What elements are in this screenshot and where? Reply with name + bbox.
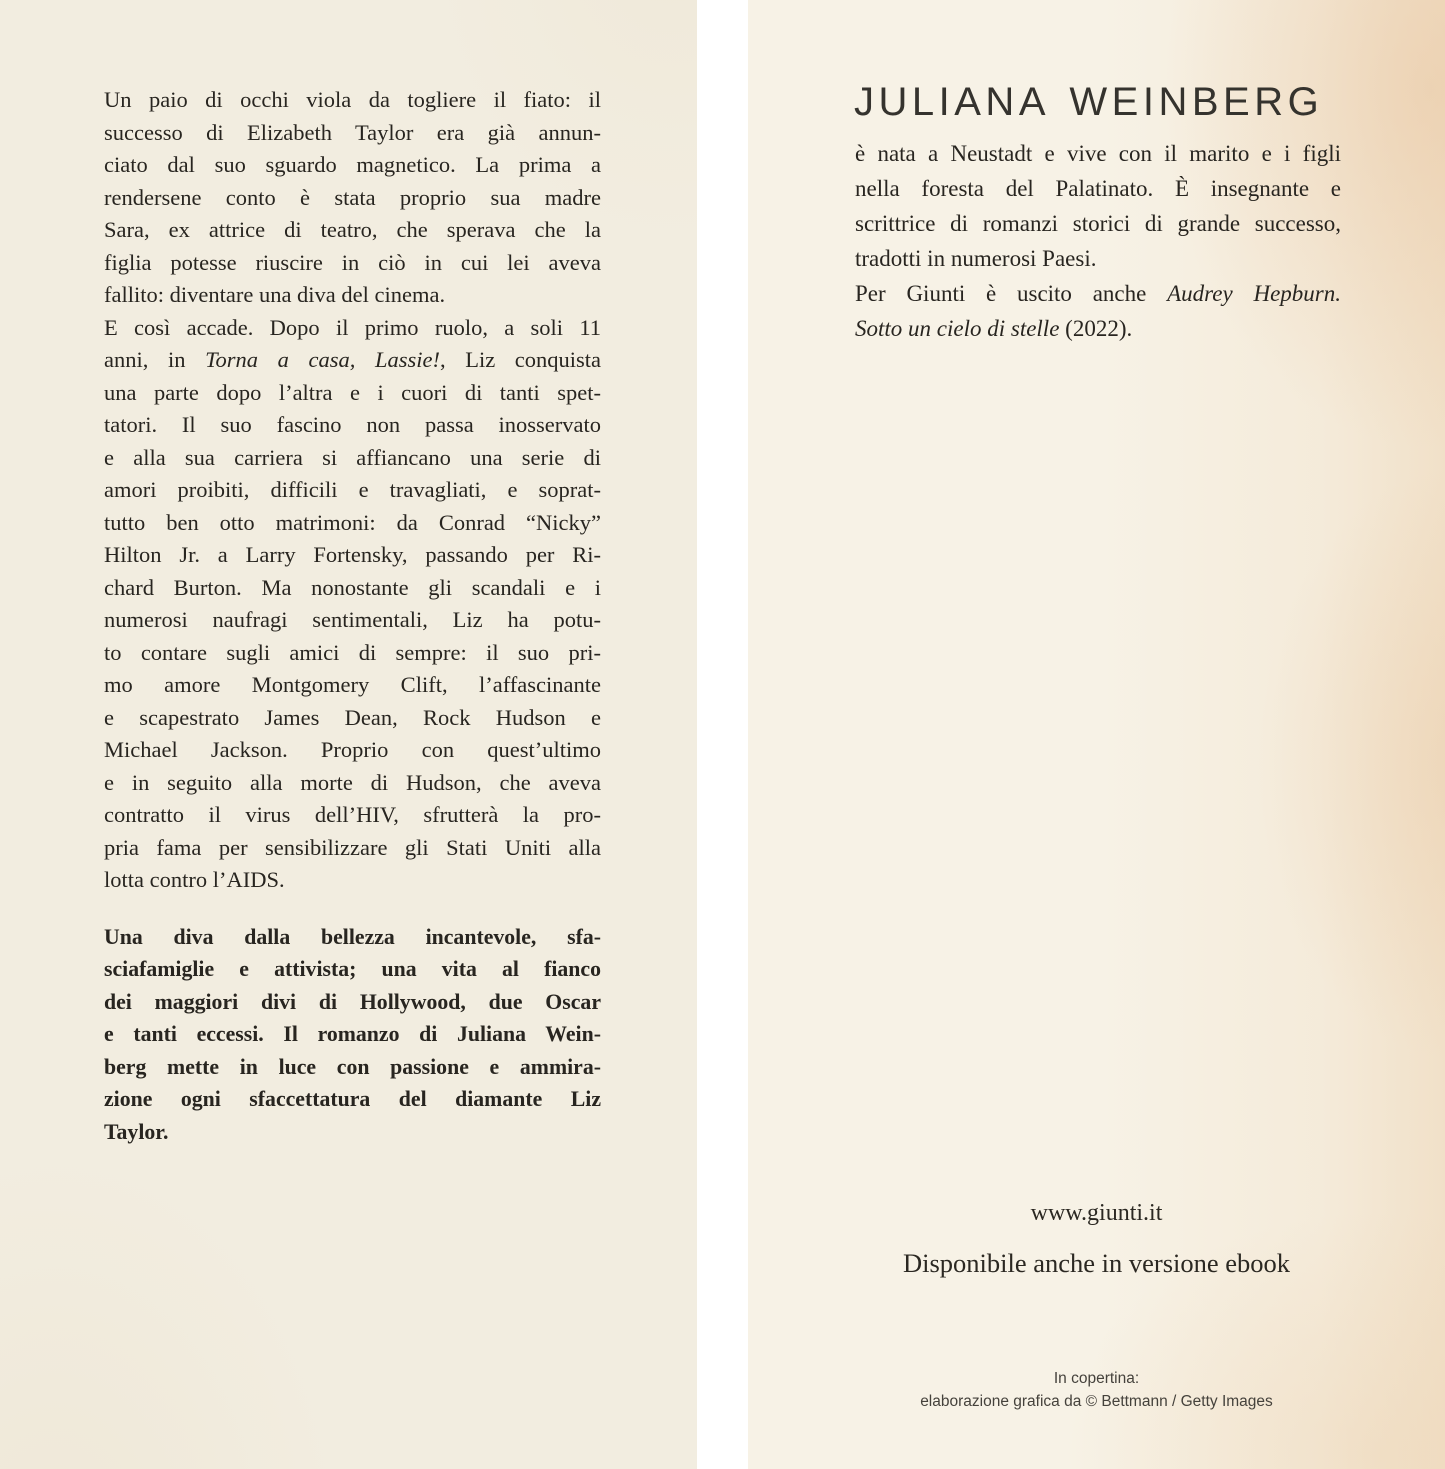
text-line: dei maggiori divi di Hollywood, due Oscar (104, 989, 601, 1014)
cover-credit (748, 1368, 1445, 1413)
text-line: e in seguito alla morte di Hudson, che aveva (104, 769, 601, 795)
text-line: mo amore Montgomery Clift, l’affascinante (104, 672, 601, 697)
text-line: tradotti in numerosi Paesi. (855, 246, 1097, 271)
text-line: scrittrice di romanzi storici di grande successo, (855, 211, 1341, 236)
text-line: Sara, ex attrice di teatro, che sperava che la (104, 217, 601, 242)
text-line: Taylor. (104, 1119, 169, 1144)
summary-text (104, 921, 601, 1149)
text-line: sciafamiglie e attivista; una vita al fianco (104, 957, 601, 981)
text-line: Sotto un cielo di stelle (2022). (855, 316, 1133, 341)
publisher-website: www.giunti.it (1030, 1200, 1163, 1226)
text-line: Hilton Jr. a Larry Fortensky, passando per Ri- (104, 542, 601, 567)
author-name: JULIANA WEINBERG (854, 80, 1324, 124)
text-line: e scapestrato James Dean, Rock Hudson e (104, 704, 601, 730)
text-line: anni, in Torna a casa, Lassie!, Liz conquista (104, 347, 602, 372)
text-line: Michael Jackson. Proprio con quest’ultimo (104, 737, 601, 762)
text-line: tutto ben otto matrimoni: da Conrad “Nicky” (104, 509, 601, 535)
text-line: pria fama per sensibilizzare gli Stati Uniti alla (104, 834, 601, 860)
author-bio (855, 136, 1341, 346)
synopsis-flap-panel (0, 0, 697, 1469)
synopsis-block (104, 84, 601, 1148)
text-line: ciato dal suo sguardo magnetico. La prima a (104, 152, 601, 177)
flap-gutter (697, 0, 748, 1469)
text-line: e tanti eccessi. Il romanzo di Juliana Wein- (104, 1022, 601, 1046)
text-line: amori proibiti, difficili e travagliati, e soprat- (104, 477, 601, 502)
text-line: rendersene conto è stata proprio sua madre (104, 184, 601, 210)
text-line: nella foresta del Palatinato. È insegnante e (855, 176, 1341, 201)
text-line: numerosi naufragi sentimentali, Liz ha potu- (104, 607, 601, 632)
text-line: to contare sugli amici di sempre: il suo pri- (104, 639, 601, 665)
text-line: berg mette in luce con passione e ammira- (104, 1054, 601, 1079)
text-line: Per Giunti è uscito anche Audrey Hepburn. (855, 281, 1341, 306)
text-line: Un paio di occhi viola da togliere il fiato: il (104, 87, 601, 112)
text-line: contratto il virus dell’HIV, sfrutterà la pro- (104, 802, 601, 827)
text-line: fallito: diventare una diva del cinema. (104, 282, 446, 307)
text-line: tatori. Il suo fascino non passa inosservato (104, 412, 601, 437)
text-line: è nata a Neustadt e vive con il marito e i figli (855, 141, 1341, 166)
text-line: e alla sua carriera si affiancano una serie di (104, 444, 601, 470)
text-line: figlia potesse riuscire in ciò in cui lei aveva (104, 249, 601, 275)
cover-credit-line2: elaborazione grafica da © Bettmann / Getty Images (920, 1392, 1273, 1410)
ebook-availability-note: Disponibile anche in versione ebook (902, 1248, 1291, 1278)
synopsis-text (104, 84, 601, 897)
cover-credit-line1: In copertina: (1053, 1370, 1140, 1387)
text-line: lotta contro l’AIDS. (104, 867, 285, 892)
text-line: Una diva dalla bellezza incantevole, sfa- (104, 924, 601, 949)
text-line: chard Burton. Ma nonostante gli scandali e i (104, 574, 601, 600)
text-line: successo di Elizabeth Taylor era già annun- (104, 119, 601, 145)
author-flap-panel (748, 0, 1445, 1469)
text-line: zione ogni sfaccettatura del diamante Liz (104, 1087, 601, 1111)
text-line: E così accade. Dopo il primo ruolo, a soli 11 (104, 314, 601, 340)
text-line: una parte dopo l’altra e i cuori di tanti spet- (104, 379, 601, 405)
